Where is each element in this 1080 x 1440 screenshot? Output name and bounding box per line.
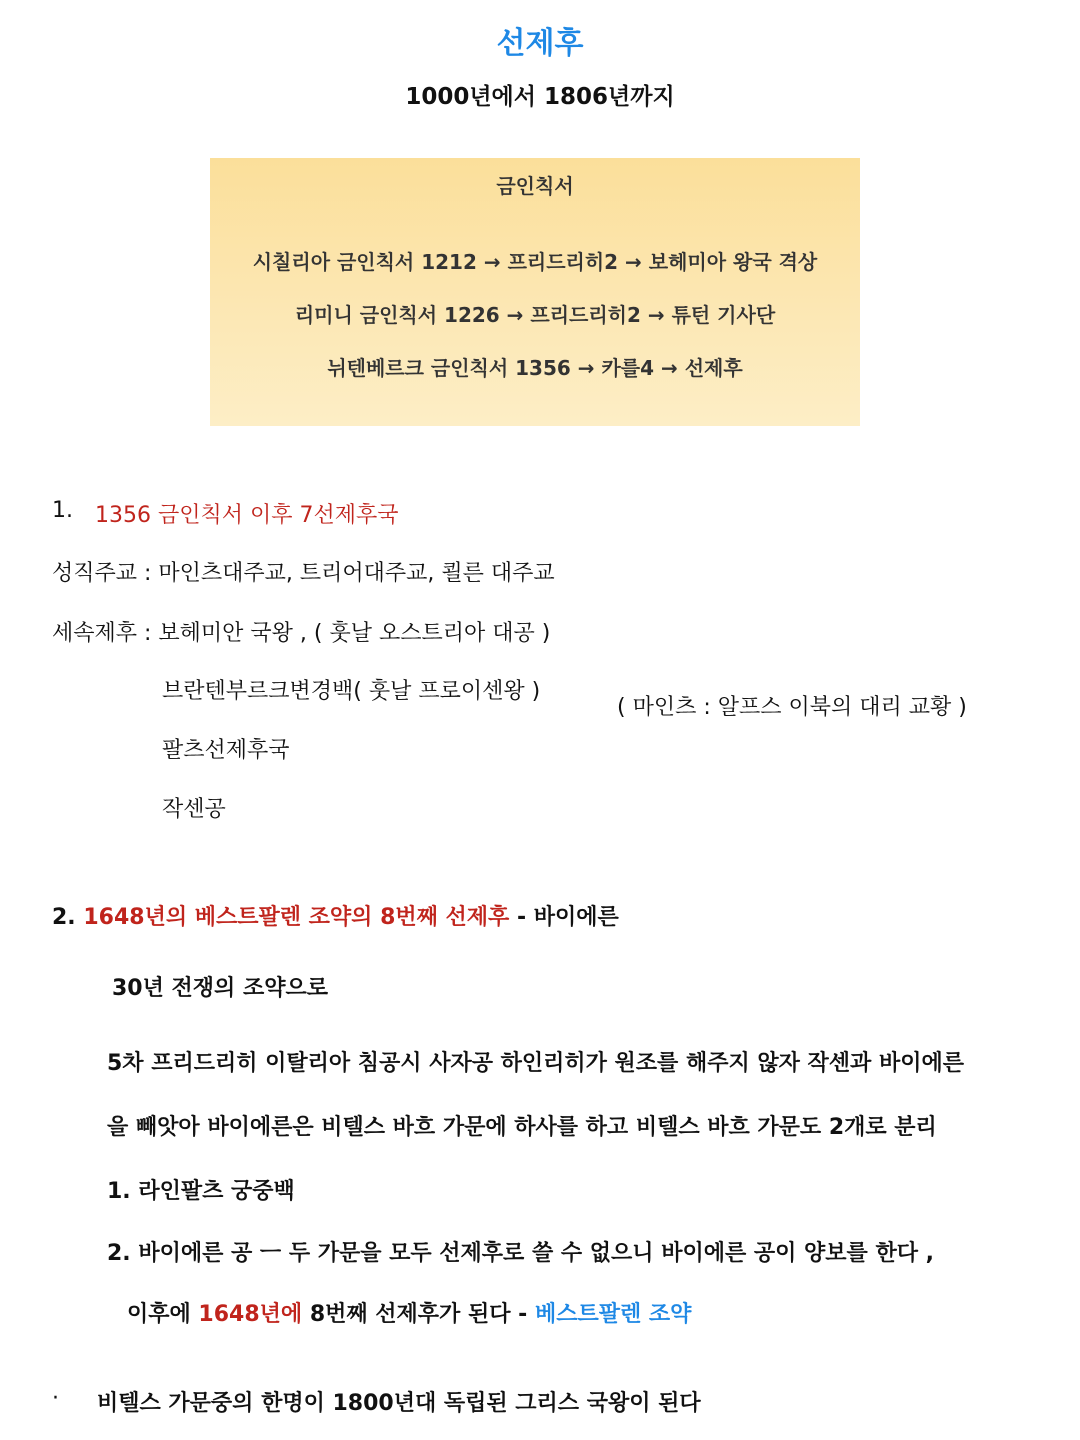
elector-item: 브란텐부르크변경백( 훗날 프로이센왕 ) (162, 679, 541, 704)
paragraph-line: 을 빼앗아 바이에른은 비텔스 바흐 가문에 하사를 하고 비텔스 바흐 가문도 2개로 분리 (107, 1115, 937, 1140)
conclusion-mid: 8번째 선제후가 된다 - (302, 1302, 535, 1327)
section2-subheading: 30년 전쟁의 조약으로 (112, 976, 328, 1001)
conclusion-year: 1648년에 (198, 1302, 303, 1327)
list-item: 1. 라인팔츠 궁중백 (107, 1179, 295, 1204)
mainz-note: ( 마인츠 : 알프스 이북의 대리 교황 ) (617, 695, 967, 720)
section2-heading-red: 1648년의 베스트팔렌 조약의 8번째 선제후 (83, 905, 510, 930)
conclusion-treaty: 베스트팔렌 조약 (534, 1302, 692, 1327)
page-title: 선제후 (496, 26, 584, 61)
secular-electors: 세속제후 : 보헤미안 국왕 , ( 훗날 오스트리아 대공 ) (52, 621, 551, 646)
section-heading: 1356 금인칙서 이후 7선제후국 (95, 503, 399, 528)
list-item: 2. 바이에른 공 ㅡ 두 가문을 모두 선제후로 쓸 수 없으니 바이에른 공이 양보를 한다 , (107, 1241, 934, 1266)
conclusion-prefix: 이후에 (127, 1302, 199, 1327)
bullet-icon: · (52, 1386, 59, 1411)
section-number: 2. (52, 905, 76, 930)
golden-bull-box (210, 158, 860, 426)
box-line: 리미니 금인칙서 1226 → 프리드리히2 → 튜턴 기사단 (294, 303, 776, 327)
elector-item: 작센공 (162, 797, 226, 822)
box-line: 뉘텐베르크 금인칙서 1356 → 카를4 → 선제후 (327, 356, 743, 380)
footer-note: 비텔스 가문중의 한명이 1800년대 독립된 그리스 국왕이 된다 (97, 1391, 701, 1416)
paragraph-line: 5차 프리드리히 이탈리아 침공시 사자공 하인리히가 원조를 해주지 않자 작센과 바이에른 (107, 1051, 964, 1076)
section-number: 1. (52, 498, 73, 523)
section2-heading (52, 900, 619, 931)
box-heading: 금인칙서 (496, 174, 574, 198)
ecclesiastical-electors: 성직주교 : 마인츠대주교, 트리어대주교, 쾰른 대주교 (52, 561, 555, 586)
page-subtitle: 1000년에서 1806년까지 (405, 84, 675, 110)
box-line: 시칠리아 금인칙서 1212 → 프리드리히2 → 보헤미아 왕국 격상 (252, 250, 818, 274)
elector-item: 팔츠선제후국 (162, 738, 290, 763)
section2-heading-tail: - 바이에른 (509, 905, 619, 930)
conclusion-line (127, 1297, 691, 1328)
